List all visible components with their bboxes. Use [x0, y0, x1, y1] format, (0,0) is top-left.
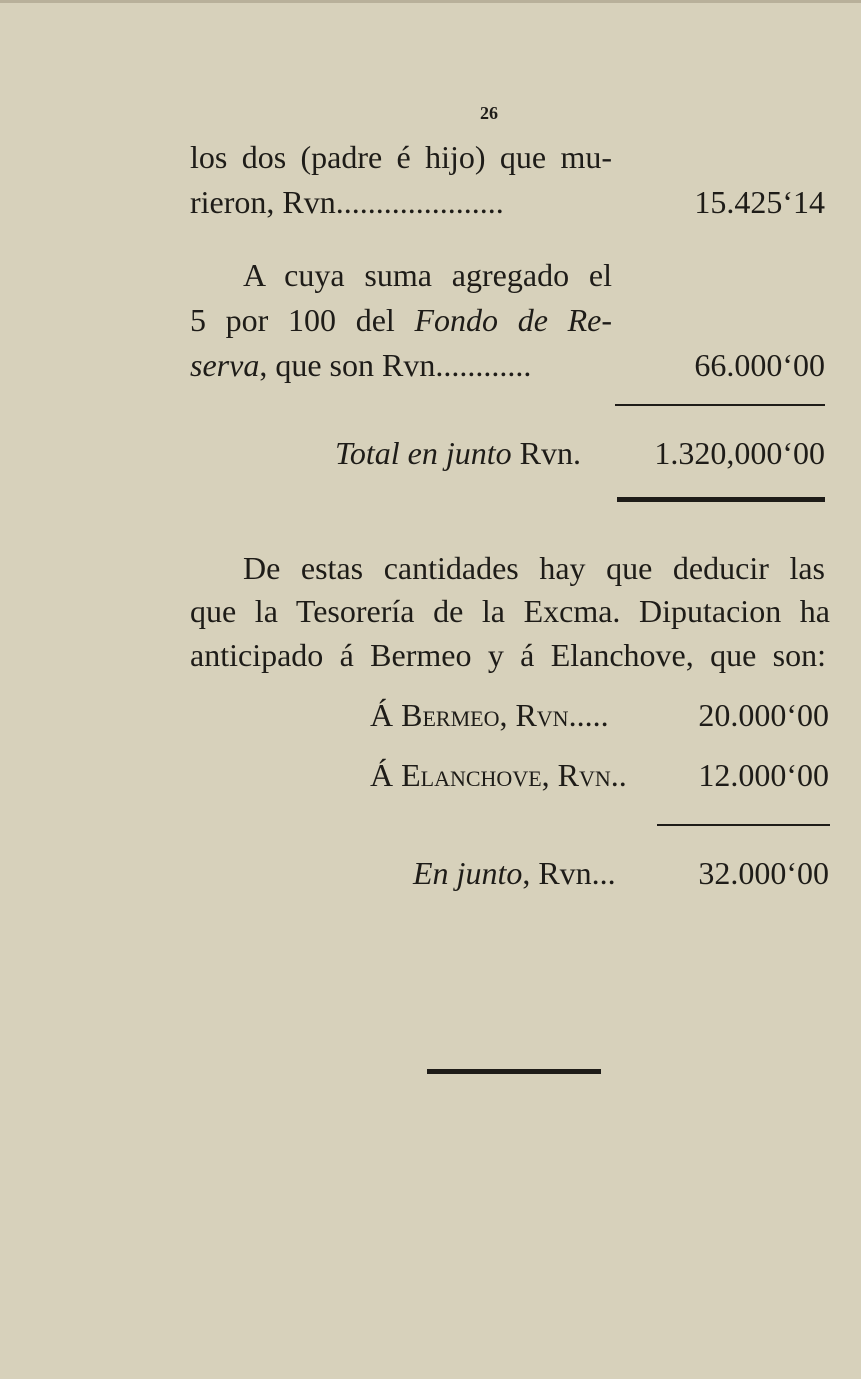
- sum-rule: [615, 404, 825, 406]
- paragraph-line1: De estas cantidades hay que deducir las: [243, 550, 825, 586]
- subtotal-amount: 32.000‘00: [698, 855, 829, 891]
- subtotal-label-rvn: , Rvn...: [522, 855, 616, 891]
- block2-line3: [190, 345, 612, 385]
- total-label: [335, 433, 581, 473]
- page-top-edge: [0, 0, 861, 3]
- block1-line2: rieron, Rvn.....................: [190, 184, 504, 220]
- paragraph-line2: que la Tesorería de la Excma. Diputacion ha: [190, 593, 830, 629]
- item-elanchove-label: Á Elanchove, Rvn..: [370, 757, 627, 793]
- block2-line3-text: , que son Rvn............: [259, 347, 532, 383]
- item-elanchove-amount: 12.000‘00: [698, 757, 829, 793]
- block2-line2-text: 5 por 100 del: [190, 302, 415, 338]
- subtotal-label-italic: En junto: [413, 855, 523, 891]
- block1-amount: 15.425‘14: [694, 184, 825, 220]
- paragraph-line3: anticipado á Bermeo y á Elanchove, que son:: [190, 637, 826, 673]
- block2-amount: 66.000‘00: [694, 347, 825, 383]
- block1-line1: los dos (padre é hijo) que mu-: [190, 139, 612, 175]
- block2-line2: [190, 300, 612, 340]
- subtotal-label: [413, 853, 616, 893]
- fondo-de-reserva-italic: Fondo de Re-: [414, 302, 613, 338]
- total-label-rvn: Rvn.: [511, 435, 581, 471]
- serva-italic: serva: [190, 347, 260, 383]
- item-bermeo-label: Á Bermeo, Rvn.....: [370, 697, 609, 733]
- subtotal-rule: [657, 824, 830, 826]
- total-amount: 1.320,000‘00: [654, 435, 825, 471]
- total-label-italic: Total en junto: [335, 435, 512, 471]
- block2-line1: A cuya suma agregado el: [243, 257, 612, 293]
- item-bermeo-amount: 20.000‘00: [698, 697, 829, 733]
- end-rule: [427, 1069, 601, 1074]
- page-number: 26: [480, 103, 498, 123]
- total-thick-rule: [617, 497, 825, 502]
